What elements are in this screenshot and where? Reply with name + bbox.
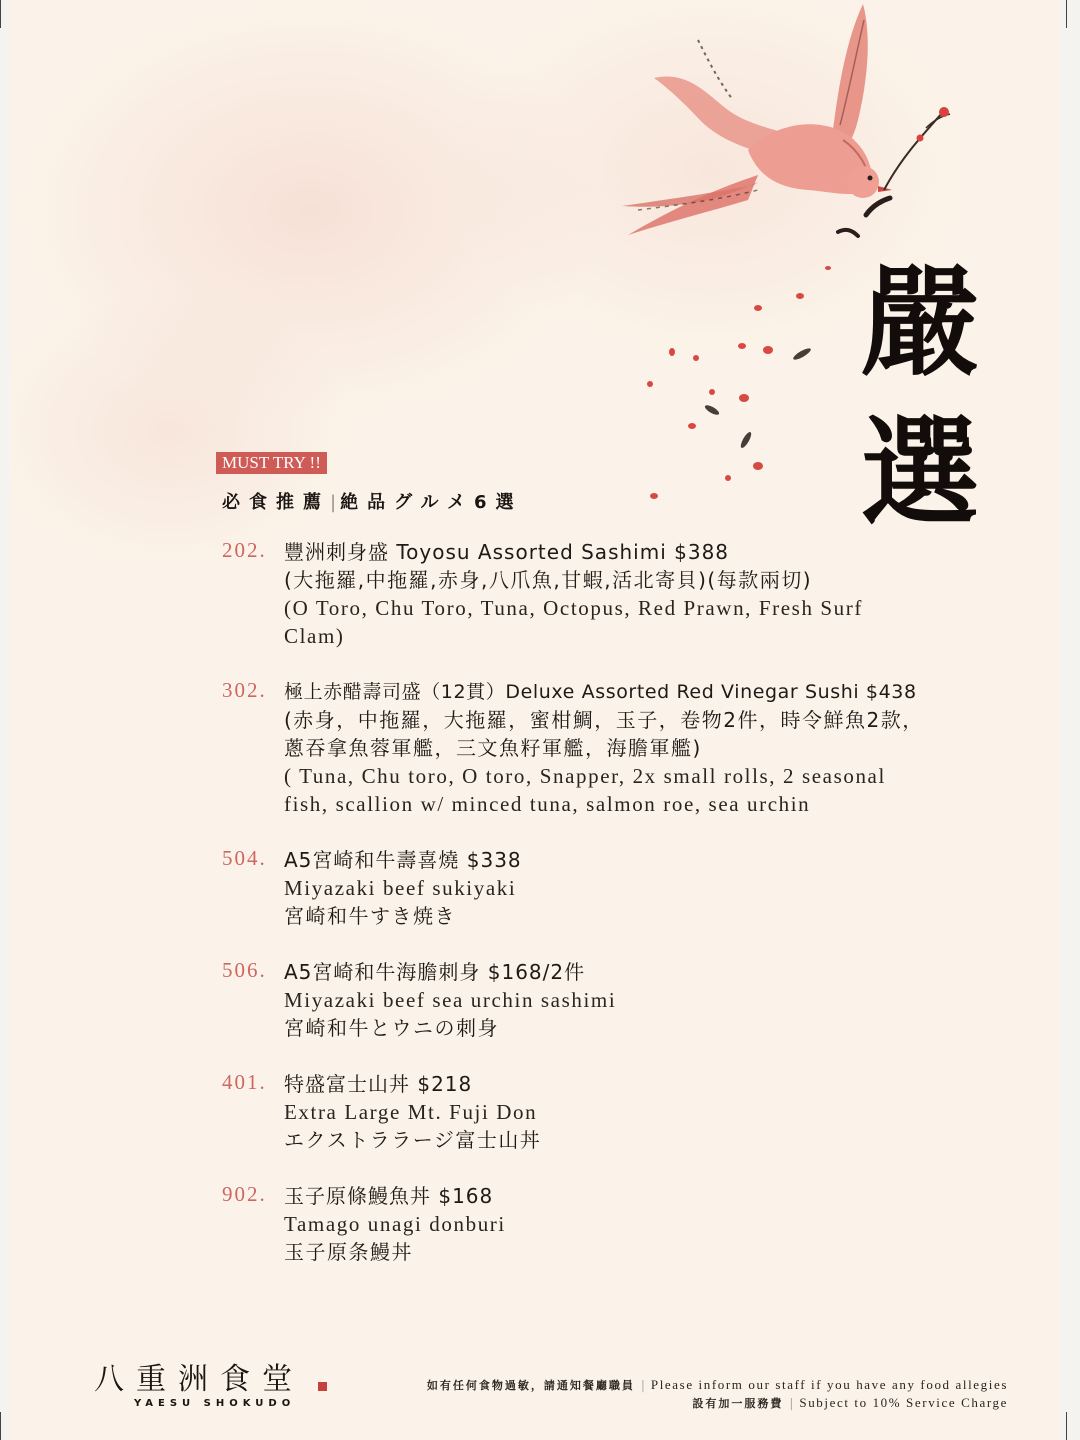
page-margin-left (0, 0, 10, 1440)
item-ingredients-en: Clam) (284, 624, 345, 648)
subtitle-japanese: 絶品グルメ6選 (340, 492, 523, 513)
brand-logo: 八重洲食堂 (94, 1362, 304, 1397)
item-name-en: Miyazaki beef sea urchin sashimi (284, 988, 617, 1012)
item-body (284, 1070, 1004, 1154)
item-title: 特盛富士山丼 $218 (284, 1072, 473, 1096)
section-subtitle (222, 488, 523, 514)
item-name-en: Extra Large Mt. Fuji Don (284, 1100, 538, 1124)
item-number: 506. (222, 958, 267, 982)
allergy-notice (427, 1376, 1008, 1394)
calligraphy-char: 選 (860, 404, 979, 542)
service-charge-cn: 設有加一服務費 (692, 1397, 784, 1410)
item-title: 豐洲刺身盛 Toyosu Assorted Sashimi $388 (284, 540, 730, 564)
allergy-notice-en: Please inform our staff if you have any food allegies (650, 1377, 1008, 1392)
item-name-jp: 宮崎和牛とウニの刺身 (284, 1016, 499, 1040)
item-title: A5宮崎和牛海膽刺身 $168/2件 (284, 960, 586, 984)
item-ingredients-en: ( Tuna, Chu toro, O toro, Snapper, 2x small rolls, 2 seasonal (284, 764, 886, 788)
item-body (284, 958, 1004, 1042)
footer-separator: | (789, 1396, 794, 1410)
brand-romanized: YAESU SHOKUDO (134, 1398, 296, 1409)
item-ingredients-cn: (大拖羅,中拖羅,赤身,八爪魚,甘蝦,活北寄貝)(每款兩切) (284, 568, 812, 592)
item-ingredients-en: fish, scallion w/ minced tuna, salmon roe, sea urchin (284, 792, 811, 816)
item-body (284, 538, 1004, 650)
item-ingredients-cn: (赤身，中拖羅，大拖羅，蜜柑鯛，玉子，卷物2件，時令鮮魚2款， (284, 708, 924, 732)
item-name-jp: 宮崎和牛すき焼き (284, 904, 456, 928)
page-margin-right (1060, 0, 1080, 1440)
item-title: 玉子原條鰻魚丼 $168 (284, 1184, 494, 1208)
service-charge-notice (427, 1394, 1008, 1412)
item-ingredients-en: (O Toro, Chu Toro, Tuna, Octopus, Red Prawn, Fresh Surf (284, 596, 863, 620)
footer-notice (427, 1376, 1008, 1412)
item-name-en: Tamago unagi donburi (284, 1212, 506, 1236)
item-body (284, 846, 1004, 930)
calligraphy-char: 嚴 (860, 254, 979, 392)
item-name-jp: 玉子原条鰻丼 (284, 1240, 413, 1264)
subtitle-separator: | (330, 492, 341, 513)
item-name-jp: エクストララージ富士山丼 (284, 1128, 542, 1152)
item-number: 302. (222, 678, 267, 702)
item-ingredients-cn: 蔥吞拿魚蓉軍艦，三文魚籽軍艦，海膽軍艦) (284, 736, 702, 760)
crop-mark (1066, 1412, 1067, 1440)
crop-mark (0, 0, 1, 28)
item-title: 極上赤醋壽司盛（12貫）Deluxe Assorted Red Vinegar Sushi $438 (284, 681, 917, 703)
item-number: 902. (222, 1182, 267, 1206)
item-title: A5宮崎和牛壽喜燒 $338 (284, 848, 522, 872)
crop-mark (1066, 0, 1067, 28)
item-number: 202. (222, 538, 267, 562)
calligraphy-title (850, 248, 990, 548)
item-body (284, 1182, 1004, 1266)
allergy-notice-cn: 如有任何食物過敏，請通知餐廳職員 (426, 1379, 635, 1392)
menu-page (10, 0, 1060, 1440)
item-body (284, 678, 1004, 818)
subtitle-chinese: 必食推薦 (222, 492, 330, 513)
item-name-en: Miyazaki beef sukiyaki (284, 876, 517, 900)
item-number: 504. (222, 846, 267, 870)
must-try-badge: MUST TRY !! (216, 452, 327, 474)
item-number: 401. (222, 1070, 267, 1094)
service-charge-en: Subject to 10% Service Charge (799, 1395, 1008, 1410)
footer-separator: | (640, 1378, 645, 1392)
seal-icon (318, 1382, 327, 1391)
crop-mark (0, 1412, 1, 1440)
